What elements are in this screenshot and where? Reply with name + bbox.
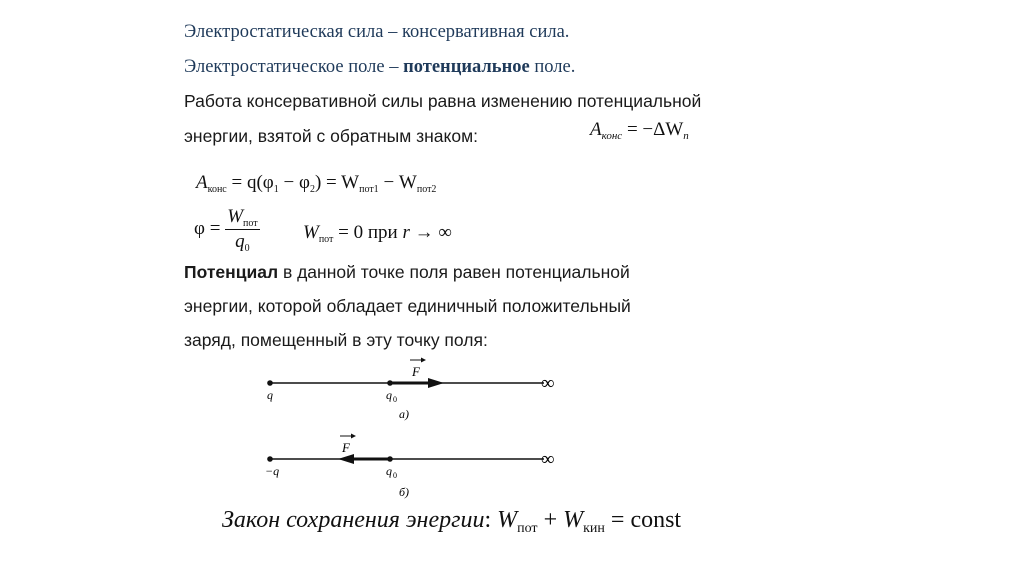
- conservation-colon: :: [484, 507, 498, 533]
- statement-potential-field-post: поле.: [529, 57, 576, 77]
- diagram-b-test-sub: 0: [393, 471, 397, 480]
- term-potential-definition: Потенциал: [184, 262, 279, 282]
- diagram-a-infinity: ∞: [541, 373, 555, 394]
- formula2-A-sub: конс: [207, 184, 227, 195]
- formula3-phi: φ =: [194, 217, 221, 239]
- diagram-b-charge-dot: [267, 456, 273, 462]
- conservation-W2: W: [563, 507, 584, 533]
- conservation-W1: W: [497, 507, 518, 533]
- conservation-plus: +: [537, 507, 564, 533]
- formula2-minus: − φ: [278, 172, 310, 193]
- formula1-rhs-sub: п: [683, 130, 689, 142]
- conservation-label: Закон сохранения энергии: [222, 507, 485, 533]
- formula1-A: A: [590, 119, 602, 140]
- conservation-W2-sub: кин: [583, 521, 605, 536]
- diagram-b: [260, 428, 560, 503]
- potential-definition-line1: [184, 262, 630, 283]
- formula3-rest: = 0 при: [333, 222, 403, 243]
- formula3-num-W: W: [227, 206, 244, 227]
- formula-zero-at-infinity: [303, 222, 452, 244]
- diagram-b-caption: б): [399, 485, 410, 499]
- statement-conservative-force: Электростатическая сила – консервативная сила.: [184, 22, 570, 42]
- potential-definition-line1-rest: в данной точке поля равен потенциальной: [278, 262, 630, 282]
- formula2-part1: = q(φ: [231, 172, 274, 193]
- formula3-arrow: → ∞: [409, 222, 452, 243]
- diagram-a-force-label: F: [412, 364, 420, 379]
- formula1-rhs: = −ΔW: [626, 119, 684, 140]
- formula-work-energy: [590, 119, 689, 141]
- formula3-W: W: [303, 222, 319, 243]
- statement-potential-field: [184, 57, 575, 78]
- diagram-a-charge-label: q: [267, 388, 273, 402]
- formula2-A: A: [196, 172, 208, 193]
- conservation-W1-sub: пот: [517, 521, 538, 536]
- diagram-a-force-arrowhead: [428, 378, 444, 388]
- formula3-den-sub: 0: [244, 243, 250, 254]
- formula2-w2: пот2: [416, 184, 437, 195]
- formula2-mid: − W: [378, 172, 417, 193]
- diagram-a: [260, 352, 560, 424]
- conservation-eq: = const: [604, 507, 682, 533]
- statement-potential-field-pre: Электростатическое поле –: [184, 57, 404, 77]
- diagram-b-force-arrowhead: [338, 454, 354, 464]
- statement-work-line1: Работа консервативной силы равна изменению потенциальной: [184, 91, 702, 111]
- diagram-a-charge-dot: [267, 380, 273, 386]
- potential-definition-line2: энергии, которой обладает единичный положительный: [184, 296, 631, 316]
- diagram-b-vector-bar-head: [351, 434, 356, 439]
- diagram-b-charge-label: −q: [265, 464, 280, 478]
- formula-potential-definition: [194, 206, 260, 253]
- diagram-a-caption: а): [399, 407, 409, 421]
- diagram-a-vector-bar-head: [421, 358, 426, 363]
- formula2-p1: 1: [273, 184, 279, 195]
- formula1-A-sub: конс: [601, 130, 623, 142]
- diagram-b-infinity: ∞: [541, 449, 555, 470]
- formula2-p2: 2: [309, 184, 315, 195]
- energy-conservation-law: [222, 507, 681, 534]
- formula3-fraction: [225, 206, 259, 253]
- formula-work-potential: [196, 172, 436, 194]
- formula3-num-sub: пот: [243, 218, 258, 229]
- diagram-a-test-sub: 0: [393, 395, 397, 404]
- formula3-den-q: q: [235, 231, 245, 252]
- formula2-part2: ) = W: [314, 172, 360, 193]
- diagram-a-test-label: q: [386, 388, 392, 402]
- potential-definition-line3: заряд, помещенный в эту точку поля:: [184, 330, 488, 350]
- diagram-b-force-label: F: [342, 440, 350, 455]
- term-potential: потенциальное: [403, 57, 530, 77]
- diagram-b-test-label: q: [386, 464, 392, 478]
- statement-work-line2: энергии, взятой с обратным знаком:: [184, 126, 479, 146]
- formula3-r: r: [402, 222, 410, 243]
- formula3-W-sub: пот: [318, 234, 334, 245]
- formula2-w1: пот1: [359, 184, 379, 195]
